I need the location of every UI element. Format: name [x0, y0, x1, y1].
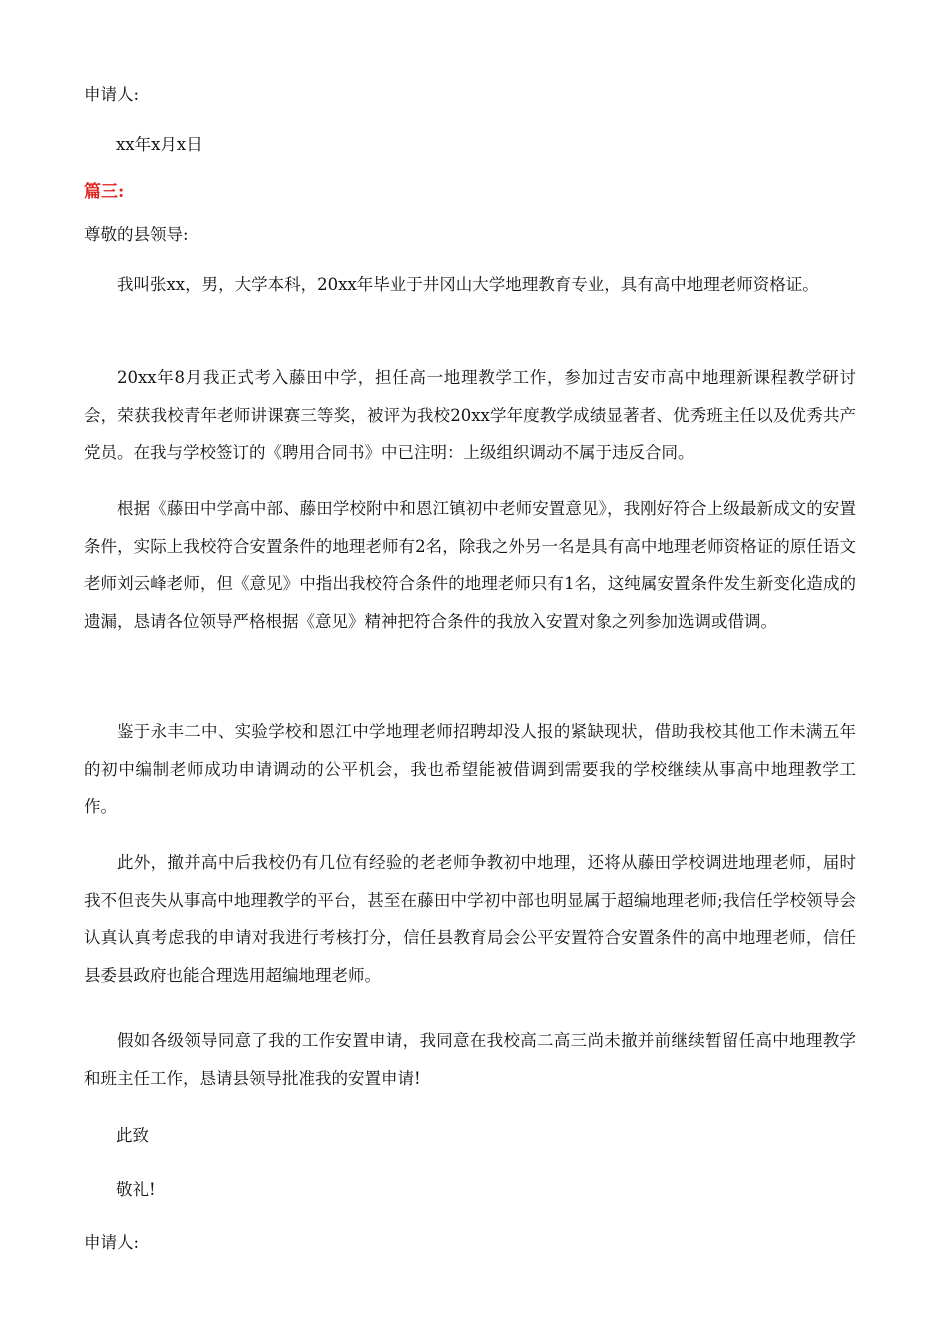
prev-applicant-label: 申请人:	[84, 85, 140, 104]
paragraph-2: 20xx年8月我正式考入藤田中学，担任高一地理教学工作，参加过吉安市高中地理新课程教学研讨会，荣获我校青年老师讲课赛三等奖，被评为我校20xx学年度教学成绩显著者、优秀班主任以及优秀共产党员。在我与学校签订的《聘用合同书》中已注明：上级组织调动不属于违反合同。	[84, 368, 856, 462]
prev-date: xx年x月x日	[116, 135, 203, 154]
salutation: 尊敬的县领导:	[84, 225, 189, 244]
paragraph-6: 假如各级领导同意了我的工作安置申请，我同意在我校高二高三尚未撤并前继续暂留任高中地理教学和班主任工作，恳请县领导批准我的安置申请!	[84, 1031, 856, 1088]
closing-line-1: 此致	[116, 1126, 149, 1145]
applicant-label: 申请人:	[84, 1233, 140, 1252]
section-heading: 篇三:	[84, 182, 125, 202]
paragraph-4: 鉴于永丰二中、实验学校和恩江中学地理老师招聘却没人报的紧缺现状，借助我校其他工作未满五年的初中编制老师成功申请调动的公平机会，我也希望能被借调到需要我的学校继续从事高中地理教学工作。	[84, 722, 856, 816]
paragraph-5: 此外，撤并高中后我校仍有几位有经验的老老师争教初中地理，还将从藤田学校调进地理老师，届时我不但丧失从事高中地理教学的平台，甚至在藤田中学初中部也明显属于超编地理老师;我信任学校领导会认真认真考虑我的申请对我进行考核打分，信任县教育局会公平安置符合安置条件的高中地理老师，信任县委县政府也能合理选用超编地理老师。	[84, 853, 856, 985]
closing-line-2: 敬礼!	[116, 1180, 156, 1199]
paragraph-1: 我叫张xx，男，大学本科，20xx年毕业于井冈山大学地理教育专业，具有高中地理老师资格证。	[117, 275, 819, 294]
paragraph-3: 根据《藤田中学高中部、藤田学校附中和恩江镇初中老师安置意见》，我刚好符合上级最新成文的安置条件，实际上我校符合安置条件的地理老师有2名，除我之外另一名是具有高中地理老师资格证的原任语文老师刘云峰老师，但《意见》中指出我校符合条件的地理老师只有1名，这纯属安置条件发生新变化造成的遗漏，恳请各位领导严格根据《意见》精神把符合条件的我放入安置对象之列参加选调或借调。	[84, 499, 856, 631]
